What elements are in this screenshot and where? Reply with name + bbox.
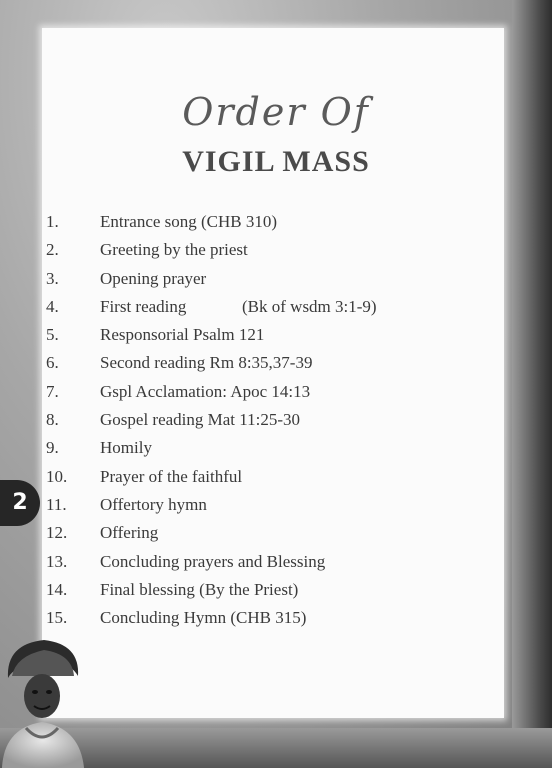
item-number: 15. [46,608,68,628]
item-number: 8. [46,410,59,430]
item-text: Greeting by the priest [100,240,248,260]
item-text: Offertory hymn [100,494,207,514]
list-item [46,269,486,297]
item-number: 14. [46,579,68,599]
item-text: First reading [100,296,187,316]
item-text: Final blessing (By the Priest) [100,579,299,599]
title-script: Order Of [182,90,370,134]
item-text: Concluding prayers and Blessing [100,551,326,571]
list-item [46,240,486,268]
list-item [46,212,486,240]
item-number: 12. [46,523,68,543]
list-item [46,523,486,551]
item-text: Offering [100,523,159,543]
list-item [46,608,486,636]
order-list [46,212,486,636]
list-item [46,382,486,410]
item-number: 11. [46,494,67,514]
item-reference: (Bk of wsdm 3:1-9) [242,296,377,316]
page-number-badge: 2 [0,480,40,526]
item-number: 6. [46,353,59,373]
item-number: 4. [46,296,59,316]
list-item [46,410,486,438]
item-text: Concluding Hymn (CHB 315) [100,608,307,628]
item-text: Entrance song (CHB 310) [100,212,278,231]
list-item [46,325,486,353]
list-item [46,552,486,580]
item-text: Gspl Acclamation: Apoc 14:13 [100,381,311,401]
woman-photo [2,636,84,768]
item-text: Prayer of the faithful [100,466,243,486]
list-item [46,580,486,608]
list-item [46,353,486,381]
item-number: 2. [46,240,59,260]
item-text: Responsorial Psalm 121 [100,325,265,345]
list-item [46,297,486,325]
item-number: 10. [46,466,68,486]
item-text: Opening prayer [100,268,207,288]
page-title: VIGIL MASS [182,145,370,178]
item-text: Homily [100,438,152,458]
item-number: 1. [46,212,59,231]
list-item [46,495,486,523]
item-number: 13. [46,551,68,571]
list-item [46,438,486,466]
item-number: 5. [46,325,59,345]
item-number: 7. [46,381,59,401]
list-item [46,467,486,495]
item-text: Second reading Rm 8:35,37-39 [100,353,313,373]
item-number: 9. [46,438,59,458]
item-text: Gospel reading Mat 11:25-30 [100,410,301,430]
item-number: 3. [46,268,59,288]
